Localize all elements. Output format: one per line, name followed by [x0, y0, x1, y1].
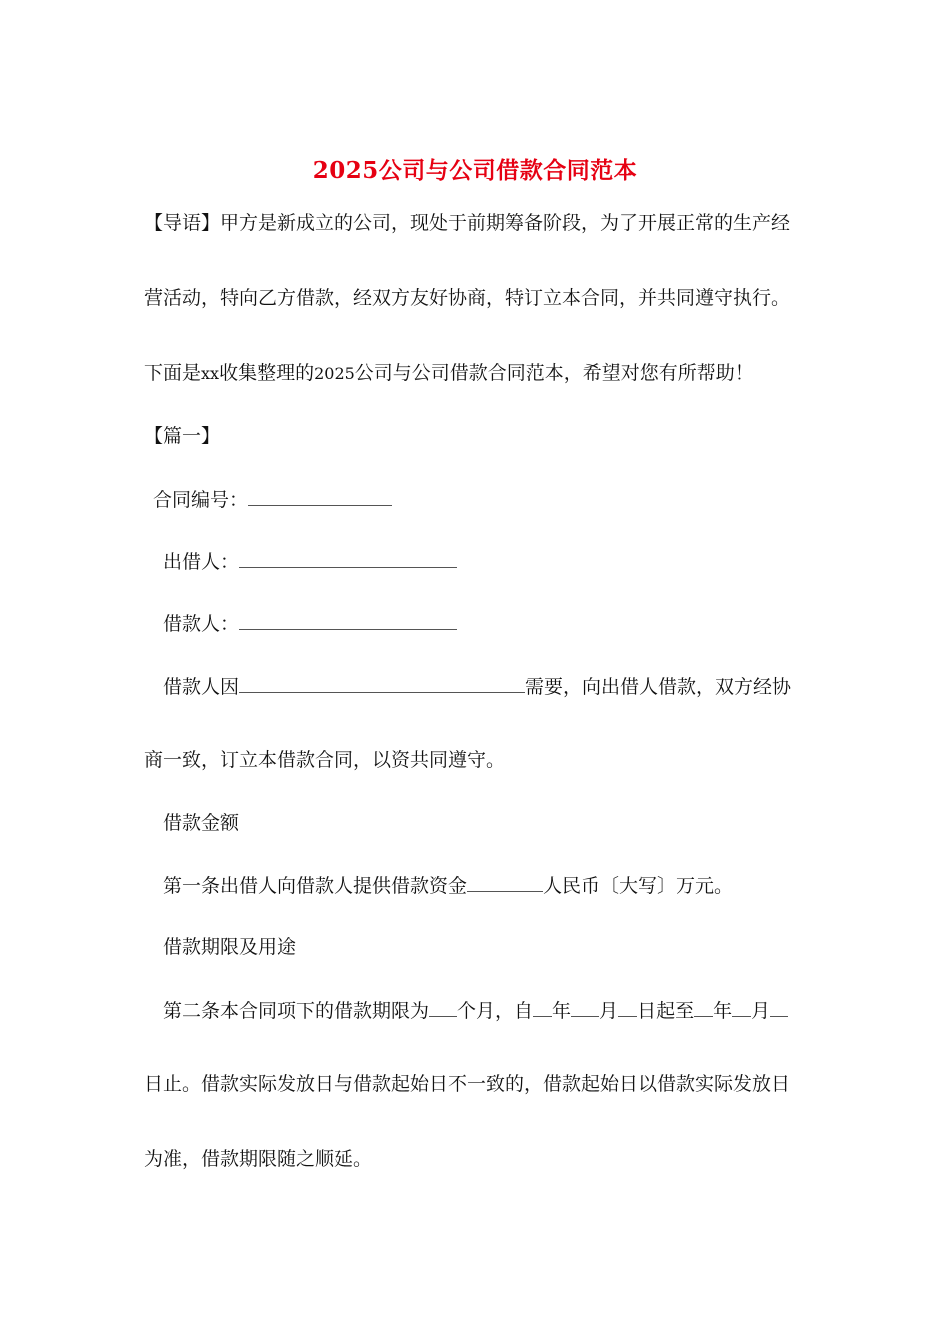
- start-day-blank: [618, 998, 637, 1017]
- section-heading: 【篇一】: [144, 425, 221, 447]
- end-year-blank: [694, 998, 713, 1017]
- borrower-label: 借款人：: [163, 613, 240, 635]
- intro-line-3-a: 下面是: [144, 362, 202, 384]
- article-2-line-3: 为准，借款期限随之顺延。: [144, 1148, 373, 1170]
- article-2-g: 月: [751, 1000, 771, 1022]
- end-day-blank: [770, 998, 788, 1017]
- intro-line-3: [144, 361, 754, 386]
- borrower-field: [163, 611, 457, 636]
- intro-line-3-b: 收集整理的: [219, 362, 315, 384]
- amount-blank: [467, 873, 543, 892]
- purpose-b: 需要，向出借人借款，双方经协: [525, 676, 792, 698]
- lender-label: 出借人：: [163, 551, 240, 573]
- document-title: 2025公司与公司借款合同范本: [312, 157, 638, 184]
- article-1: [163, 873, 733, 898]
- article-2-f: 年: [713, 1000, 733, 1022]
- article-2-e: 日起至: [637, 1000, 695, 1022]
- article-2-line-1: [163, 998, 788, 1023]
- contract-no-blank: [248, 487, 392, 506]
- article-2-b: 个月，自: [457, 1000, 534, 1022]
- start-month-blank: [571, 998, 599, 1017]
- article-2-line-2: 日止。借款实际发放日与借款起始日不一致的，借款起始日以借款实际发放日: [144, 1073, 791, 1095]
- heading-term: 借款期限及用途: [163, 936, 297, 958]
- article-2-c: 年: [552, 1000, 572, 1022]
- lender-field: [163, 549, 457, 574]
- end-month-blank: [732, 998, 751, 1017]
- months-blank: [429, 998, 457, 1017]
- contract-no-label: 合同编号：: [153, 489, 249, 511]
- article-1-b: 人民币〔大写〕万元。: [543, 875, 734, 897]
- purpose-line-1: [163, 674, 791, 699]
- article-2-d: 月: [599, 1000, 619, 1022]
- purpose-line-2: 商一致，订立本借款合同，以资共同遵守。: [144, 749, 506, 771]
- contract-no-field: [153, 487, 392, 512]
- borrower-blank: [239, 611, 457, 630]
- intro-line-1: 【导语】甲方是新成立的公司，现处于前期筹备阶段，为了开展正常的生产经: [144, 212, 791, 234]
- lender-blank: [239, 549, 457, 568]
- heading-amount: 借款金额: [163, 812, 240, 834]
- intro-line-2: 营活动，特向乙方借款，经双方友好协商，特订立本合同，并共同遵守执行。: [144, 287, 791, 309]
- intro-year: 2025: [314, 364, 355, 383]
- article-2-a: 第二条本合同项下的借款期限为: [163, 1000, 430, 1022]
- intro-xx: xx: [201, 364, 220, 383]
- start-year-blank: [533, 998, 552, 1017]
- article-1-a: 第一条出借人向借款人提供借款资金: [163, 875, 468, 897]
- purpose-blank: [239, 674, 525, 693]
- intro-line-3-c: 公司与公司借款合同范本，希望对您有所帮助！: [354, 362, 754, 384]
- purpose-a: 借款人因: [163, 676, 240, 698]
